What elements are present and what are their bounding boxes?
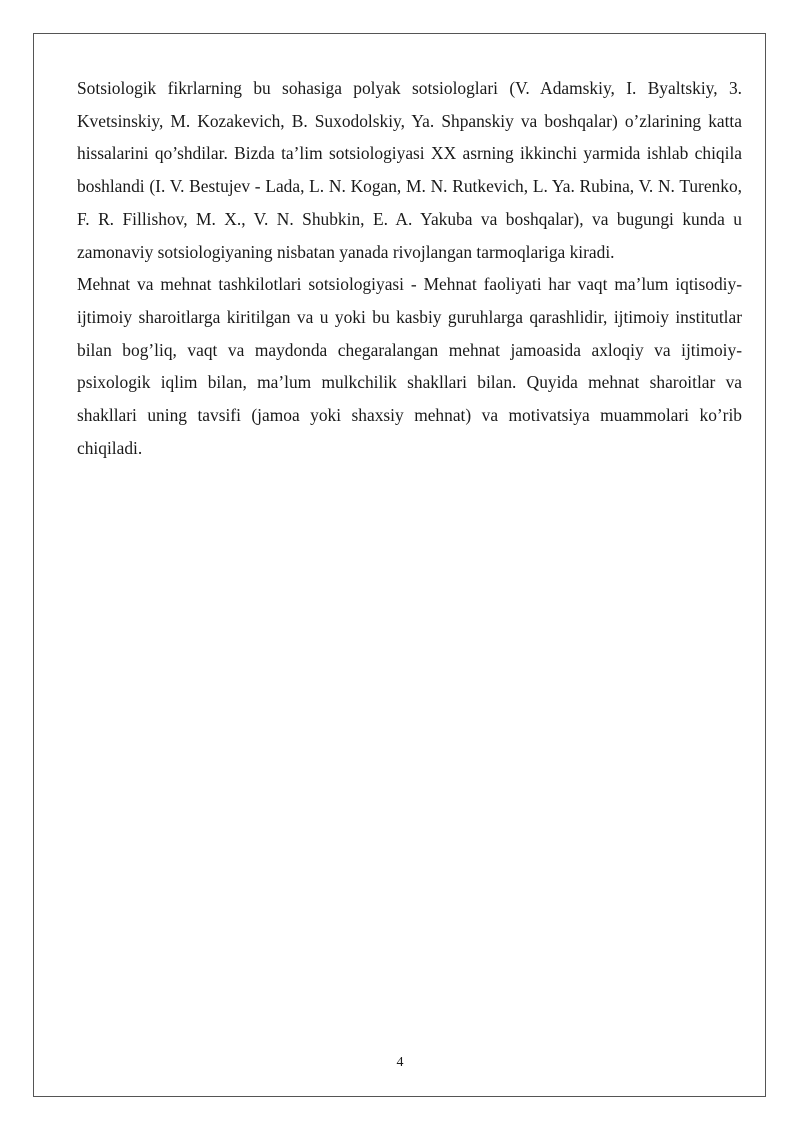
document-body xyxy=(77,72,742,464)
paragraph-1: Sotsiologik fikrlarning bu sohasiga polyak sotsiologlari (V. Adamskiy, I. Byaltskiy, 3. Kvetsinskiy, M. Kozakevich, B. Suxodolskiy, Ya. Shpanskiy va boshqalar) o’zlarining katta hissalarini qo’shdilar. Bizda ta’lim sotsiologiyasi XX asrning ikkinchi yarmida ishlab chiqila boshlandi (I. V. Bestujev - Lada, L. N. Kogan, M. N. Rutkevich, L. Ya. Rubina, V. N. Turenko, F. R. Fillishov, M. X., V. N. Shubkin, E. A. Yakuba va boshqalar), va bugungi kunda u zamonaviy sotsiologiyaning nisbatan yanada rivojlangan tarmoqlariga kiradi. xyxy=(77,78,742,262)
paragraph-2: Mehnat va mehnat tashkilotlari sotsiologiyasi - Mehnat faoliyati har vaqt ma’lum iqtisodiy-ijtimoiy sharoitlarga kiritilgan va u yoki bu kasbiy guruhlarga qarashlidir, ijtimoiy institutlar bilan bog’liq, vaqt va maydonda chegaralangan mehnat jamoasida axloqiy va ijtimoiy-psixologik iqlim bilan, ma’lum mulkchilik shakllari bilan. Quyida mehnat sharoitlar va shakllari uning tavsifi (jamoa yoki shaxsiy mehnat) va motivatsiya muammolari ko’rib chiqiladi. xyxy=(77,274,742,458)
page-number: 4 xyxy=(396,1055,404,1070)
